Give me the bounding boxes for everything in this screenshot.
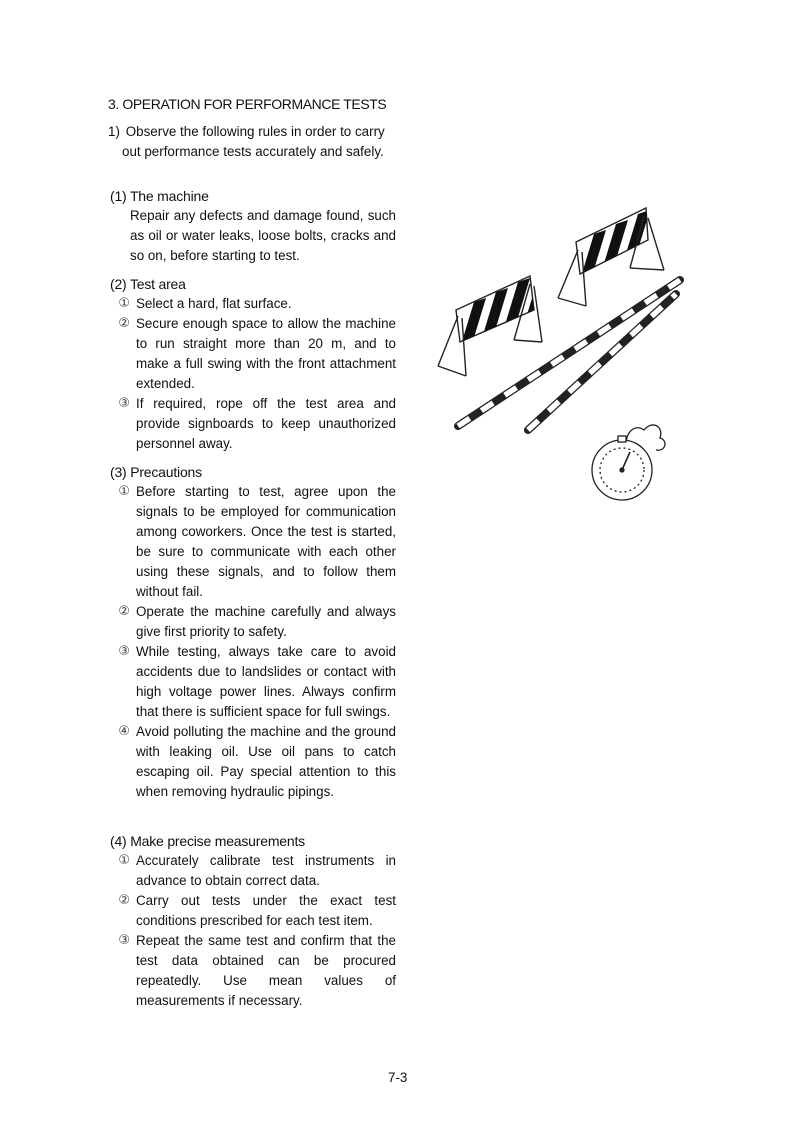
list-item [110, 642, 396, 722]
item-text: Before starting to test, agree upon the signals to be employed for communication among coworkers. Once the test is started, be sure to communicate with each other using these signals, and to follow them without fail. [136, 484, 396, 599]
item-number: ① [118, 853, 130, 868]
intro-marker: 1) [108, 124, 120, 139]
stopwatch-icon [592, 425, 665, 500]
section-heading: (2) Test area [110, 276, 186, 292]
item-text: Operate the machine carefully and always give first priority to safety. [136, 604, 396, 639]
list-item [110, 314, 396, 394]
page-number: 7-3 [388, 1070, 408, 1085]
item-text: Avoid polluting the machine and the ground with leaking oil. Use oil pans to catch escaping oil. Pay special attention to this when removing hydraulic pipings. [136, 724, 396, 799]
barricade-icon [438, 268, 552, 376]
section-machine [110, 186, 396, 266]
item-text: Accurately calibrate test instruments in advance to obtain correct data. [136, 853, 396, 888]
intro-line-2: out performance tests accurately and safely. [122, 144, 384, 159]
section-precautions [110, 462, 396, 802]
item-text: While testing, always take care to avoid accidents due to landslides or contact with high voltage power lines. Always confirm that there is sufficient space for full swings. [136, 644, 396, 719]
item-text: Secure enough space to allow the machine to run straight more than 20 m, and to make a full swing with the front attachment extended. [136, 316, 396, 391]
section-heading: (1) The machine [110, 188, 209, 204]
section-heading: (3) Precautions [110, 464, 202, 480]
item-number: ③ [118, 644, 130, 659]
section-measurements [110, 831, 396, 1011]
item-number: ② [118, 316, 130, 331]
section-heading: (4) Make precise measurements [110, 833, 305, 849]
intro-paragraph [108, 122, 398, 162]
list-item [110, 891, 396, 931]
item-number: ① [118, 484, 130, 499]
section-test-area [110, 274, 396, 454]
test-equipment-illustration [430, 198, 690, 508]
list-item [110, 851, 396, 891]
list-item [110, 394, 396, 454]
item-number: ① [118, 296, 130, 311]
item-text: Select a hard, flat surface. [136, 296, 292, 311]
item-number: ② [118, 893, 130, 908]
page-title: 3. OPERATION FOR PERFORMANCE TESTS [108, 96, 387, 112]
item-number: ③ [118, 933, 130, 948]
item-text: Repeat the same test and confirm that the test data obtained can be procured repeatedly. Use mean values of measurements if necessary. [136, 933, 396, 1008]
item-text: Carry out tests under the exact test conditions prescribed for each test item. [136, 893, 396, 928]
list-item [110, 294, 396, 314]
item-number: ④ [118, 724, 130, 739]
item-number: ③ [118, 396, 130, 411]
list-item [110, 931, 396, 1011]
section-body: Repair any defects and damage found, such as oil or water leaks, loose bolts, cracks and so on, before starting to test. [130, 208, 396, 263]
list-item [110, 722, 396, 802]
item-text: If required, rope off the test area and provide signboards to keep unauthorized personnel away. [136, 396, 396, 451]
list-item [110, 602, 396, 642]
barricade-icon [558, 208, 664, 306]
list-item [110, 482, 396, 602]
item-number: ② [118, 604, 130, 619]
intro-line-1: Observe the following rules in order to carry [125, 124, 385, 139]
